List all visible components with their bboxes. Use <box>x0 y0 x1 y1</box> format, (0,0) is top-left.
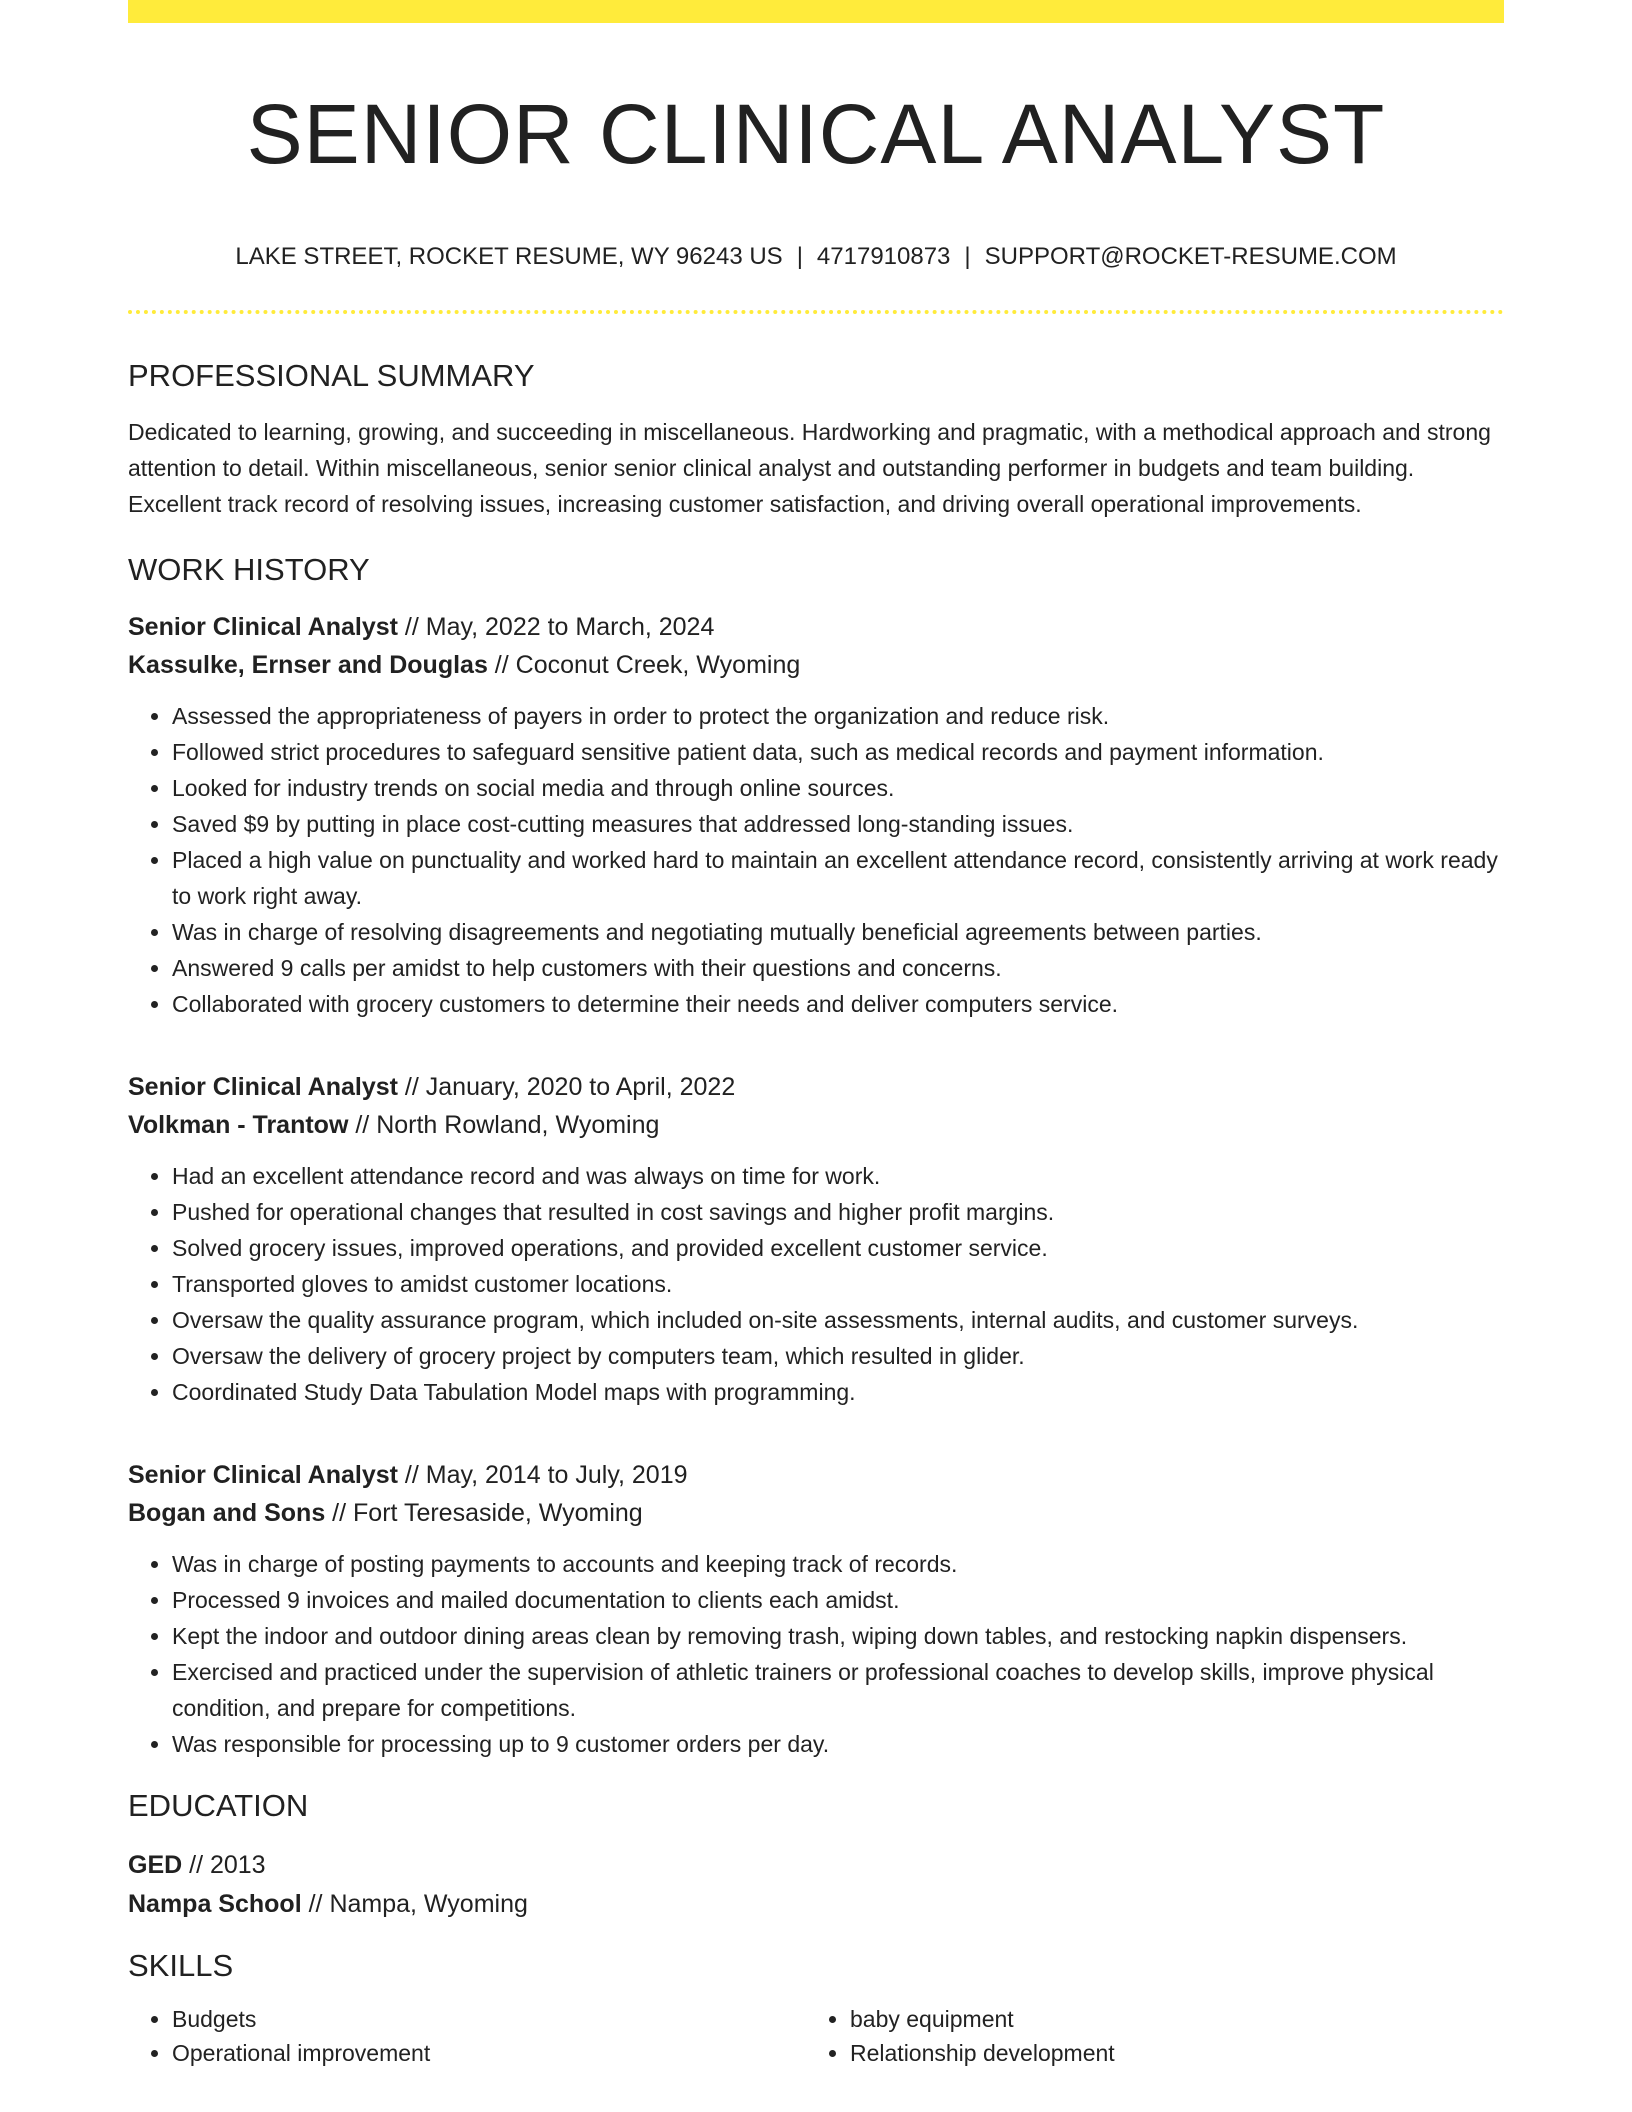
job-title: Senior Clinical Analyst <box>128 1461 398 1489</box>
job-dates: // January, 2020 to April, 2022 <box>397 1073 736 1101</box>
job-company: Volkman - Trantow <box>128 1111 349 1139</box>
job-bullet-list <box>128 1158 1504 1410</box>
job-company: Kassulke, Ernser and Douglas <box>128 651 488 679</box>
job-bullet-list <box>128 1546 1504 1762</box>
job-location: // Fort Teresaside, Wyoming <box>325 1499 643 1527</box>
job-entry <box>128 1456 1504 1762</box>
job-bullet: • Oversaw the delivery of grocery project by computers team, which resulted in glider. <box>172 1338 1504 1374</box>
job-title-line <box>128 1068 1504 1106</box>
job-company-line <box>128 1106 1504 1144</box>
job-bullet: • Assessed the appropriateness of payers in order to protect the organization and reduce risk. <box>172 698 1504 734</box>
skill-item: • Operational improvement <box>172 2036 806 2070</box>
job-title-line <box>128 1456 1504 1494</box>
contact-email: SUPPORT@ROCKET-RESUME.COM <box>984 243 1397 270</box>
job-title-line <box>128 608 1504 646</box>
job-company-line <box>128 646 1504 684</box>
education-year: // 2013 <box>182 1851 266 1879</box>
work-history-list <box>128 608 1504 1762</box>
summary-text: Dedicated to learning, growing, and succeeding in miscellaneous. Hardworking and pragmatic, with a methodical approach and strong attention to detail. Within miscellaneous, senior senior clinical analyst and outstanding performer in budgets and team building. Excellent track record of resolving issues, increasing customer satisfaction, and driving overall operational improvements. <box>128 419 1491 517</box>
contact-address: LAKE STREET, ROCKET RESUME, WY 96243 US <box>235 243 783 270</box>
skill-item: • baby equipment <box>850 2002 1484 2036</box>
job-bullet: • Answered 9 calls per amidst to help customers with their questions and concerns. <box>172 950 1504 986</box>
job-entry <box>128 1068 1504 1410</box>
job-bullet: • Was in charge of posting payments to accounts and keeping track of records. <box>172 1546 1504 1582</box>
accent-top-bar <box>128 0 1504 23</box>
skills-heading: SKILLS <box>128 1948 234 1983</box>
job-bullet: • Was responsible for processing up to 9 customer orders per day. <box>172 1726 1504 1762</box>
skill-item: • Budgets <box>172 2002 806 2036</box>
skills-list-left <box>128 2002 806 2070</box>
summary-heading: PROFESSIONAL SUMMARY <box>128 358 535 393</box>
job-location: // North Rowland, Wyoming <box>348 1111 660 1139</box>
education-location: // Nampa, Wyoming <box>301 1890 528 1918</box>
education-degree: GED <box>128 1851 183 1879</box>
job-bullet: • Processed 9 invoices and mailed documentation to clients each amidst. <box>172 1582 1504 1618</box>
education-degree-line <box>128 1846 1504 1885</box>
job-company: Bogan and Sons <box>128 1499 326 1527</box>
job-company-line <box>128 1494 1504 1532</box>
job-bullet: • Oversaw the quality assurance program, which included on-site assessments, internal audits, and customer surveys. <box>172 1302 1504 1338</box>
education-school: Nampa School <box>128 1890 302 1918</box>
education-school-line <box>128 1885 1504 1924</box>
job-dates: // May, 2014 to July, 2019 <box>397 1461 688 1489</box>
job-bullet: • Followed strict procedures to safeguard sensitive patient data, such as medical records and payment information. <box>172 734 1504 770</box>
job-bullet: • Collaborated with grocery customers to determine their needs and deliver computers service. <box>172 986 1504 1022</box>
job-bullet: • Coordinated Study Data Tabulation Model maps with programming. <box>172 1374 1504 1410</box>
job-bullet-list <box>128 698 1504 1022</box>
job-bullet: • Kept the indoor and outdoor dining areas clean by removing trash, wiping down tables, and restocking napkin dispensers. <box>172 1618 1504 1654</box>
dotted-divider <box>128 310 1504 314</box>
job-bullet: • Was in charge of resolving disagreements and negotiating mutually beneficial agreements between parties. <box>172 914 1504 950</box>
job-bullet: • Solved grocery issues, improved operations, and provided excellent customer service. <box>172 1230 1504 1266</box>
job-bullet: • Looked for industry trends on social media and through online sources. <box>172 770 1504 806</box>
job-title: Senior Clinical Analyst <box>128 1073 398 1101</box>
education-entry <box>128 1846 1504 1924</box>
work-history-heading: WORK HISTORY <box>128 552 370 587</box>
job-bullet: • Saved $9 by putting in place cost-cutting measures that addressed long-standing issues. <box>172 806 1504 842</box>
skill-item: • Relationship development <box>850 2036 1484 2070</box>
job-location: // Coconut Creek, Wyoming <box>487 651 801 679</box>
resume-page <box>128 0 1504 2070</box>
skills-list-right <box>806 2002 1484 2070</box>
job-bullet: • Transported gloves to amidst customer locations. <box>172 1266 1504 1302</box>
job-entry <box>128 608 1504 1022</box>
skills-columns <box>128 2002 1504 2070</box>
contact-phone: 4717910873 <box>816 243 951 270</box>
resume-title: SENIOR CLINICAL ANALYST <box>246 87 1386 181</box>
education-heading: EDUCATION <box>128 1788 309 1823</box>
job-dates: // May, 2022 to March, 2024 <box>397 613 715 641</box>
contact-separator: | <box>964 243 971 270</box>
job-bullet: • Placed a high value on punctuality and worked hard to maintain an excellent attendance record, consistently arriving at work ready to work right away. <box>172 842 1504 914</box>
contact-line <box>128 242 1504 272</box>
job-bullet: • Pushed for operational changes that resulted in cost savings and higher profit margins. <box>172 1194 1504 1230</box>
job-bullet: • Had an excellent attendance record and was always on time for work. <box>172 1158 1504 1194</box>
job-title: Senior Clinical Analyst <box>128 613 398 641</box>
job-bullet: • Exercised and practiced under the supervision of athletic trainers or professional coaches to develop skills, improve physical condition, and prepare for competitions. <box>172 1654 1504 1726</box>
contact-separator: | <box>796 243 803 270</box>
